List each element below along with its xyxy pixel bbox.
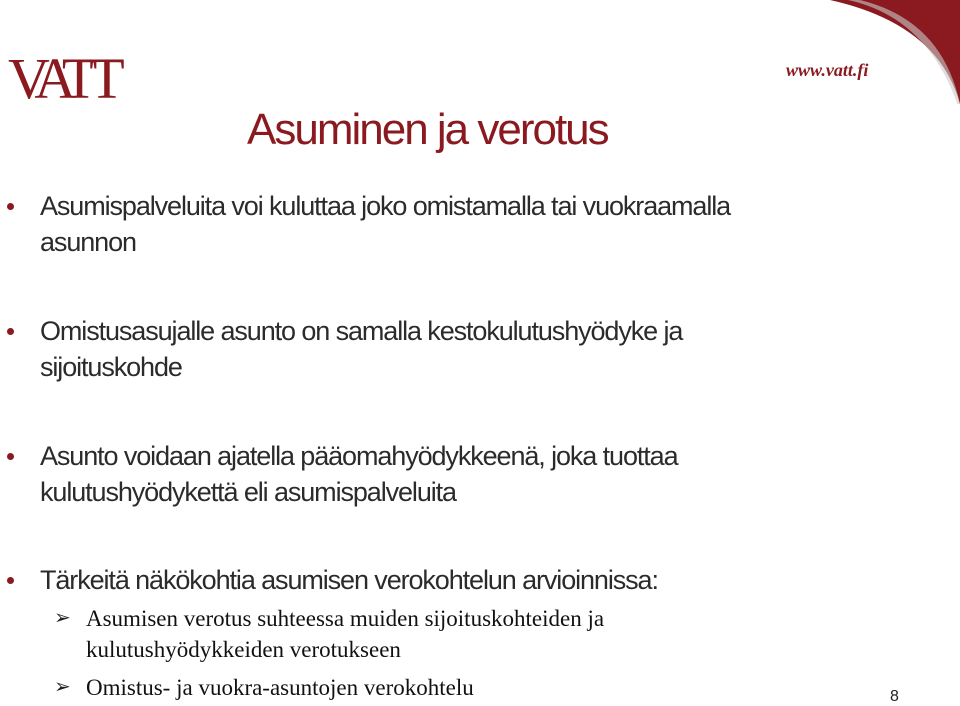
bullet-text-line1: Omistusasujalle asunto on samalla kestokulutushyödyke ja <box>40 316 683 346</box>
bullet-item <box>40 188 860 260</box>
sub-bullet-text-line2: kulutushyödykkeiden verotukseen <box>86 637 401 662</box>
bullet-text-line1: Asumispalveluita voi kuluttaa joko omistamalla tai vuokraamalla <box>40 191 731 221</box>
bullet-item <box>40 562 860 598</box>
bullet-text-line2: sijoituskohde <box>40 352 182 382</box>
corner-decoration <box>830 0 960 104</box>
bullet-dot-icon <box>7 453 14 460</box>
bullet-text-line1: Tärkeitä näkökohtia asumisen verokohtelun arvioinnissa: <box>40 565 658 595</box>
bullet-dot-icon <box>7 203 14 210</box>
page-number: 8 <box>890 688 899 705</box>
sub-bullet-item <box>54 603 906 665</box>
bullet-item <box>40 313 860 385</box>
bullet-text-line2: asunnon <box>40 227 136 257</box>
vatt-logo: VATT <box>8 46 117 111</box>
bullet-dot-icon <box>7 577 14 584</box>
arrow-right-icon: ➢ <box>54 607 71 629</box>
sub-bullet-text-line1: Asumisen verotus suhteessa muiden sijoituskohteiden ja <box>86 606 605 631</box>
sub-bullet-item <box>54 672 906 703</box>
bullet-text-line1: Asunto voidaan ajatella pääomahyödykkeenä, joka tuottaa <box>40 441 678 471</box>
slide-title: Asuminen ja verotus <box>247 105 608 154</box>
bullet-text-line2: kulutushyödykettä eli asumispalveluita <box>40 477 456 507</box>
arrow-right-icon: ➢ <box>54 676 71 698</box>
website-url[interactable]: www.vatt.fi <box>786 60 869 80</box>
bullet-item <box>40 438 860 510</box>
bullet-dot-icon <box>7 328 14 335</box>
sub-bullet-text-line1: Omistus- ja vuokra-asuntojen verokohtelu <box>86 675 474 700</box>
